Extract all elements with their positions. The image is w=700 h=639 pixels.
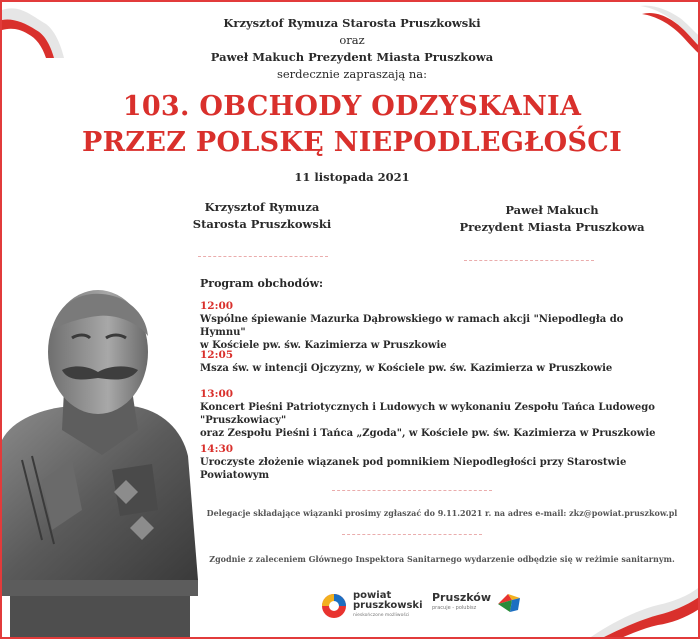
signatory-1-role: Starosta Pruszkowski — [192, 217, 332, 231]
divider-1 — [332, 490, 492, 491]
signature-line-2 — [464, 260, 594, 261]
powiat-logo-line1: powiat — [353, 590, 392, 601]
header-line-3: Paweł Makuch Prezydent Miasta Pruszkowa — [210, 50, 494, 64]
city-logo-text — [432, 592, 491, 614]
signatory-2 — [442, 202, 662, 236]
program-heading: Program obchodów: — [200, 277, 324, 290]
powiat-logo-icon — [320, 592, 348, 620]
sanitary-note: Zgodnie z zaleceniem Głównego Inspektora Sanitarnego wydarzenie odbędzie się w reżimie sanitarnym. — [209, 554, 675, 564]
program-text-line: Msza św. w intencji Ojczyzny, w Kościele pw. św. Kazimierza w Pruszkowie — [200, 363, 613, 374]
program-item — [200, 300, 670, 352]
signatory-2-name: Paweł Makuch — [505, 203, 599, 217]
signature-line-1 — [198, 256, 328, 257]
pruszkow-city-logo — [432, 592, 522, 614]
program-item — [200, 349, 670, 375]
divider-2 — [342, 534, 482, 535]
header-line-1: Krzysztof Rymuza Starosta Pruszkowski — [223, 16, 481, 30]
program-text-line: w Kościele pw. św. Kazimierza w Pruszkowie — [200, 340, 447, 351]
program-text-line: Uroczyste złożenie wiązanek pod pomnikiem Niepodległości przy Starostwie Powiatowym — [200, 457, 627, 481]
signatory-2-role: Prezydent Miasta Pruszkowa — [459, 220, 645, 234]
event-date: 11 listopada 2021 — [294, 170, 410, 184]
flag-ribbon-bottom-right-icon — [588, 577, 700, 639]
title-line-2: PRZEZ POLSKĘ NIEPODLEGŁOŚCI — [81, 127, 623, 158]
program-text-line: Koncert Pieśni Patriotycznych i Ludowych w wykonaniu Zespołu Tańca Ludowego "Pruszkowiacy" — [200, 402, 655, 426]
bust-image-icon — [2, 280, 198, 639]
city-logo-icon — [496, 592, 522, 614]
program-time: 12:00 — [200, 300, 234, 312]
program-time: 12:05 — [200, 349, 234, 361]
program-time: 13:00 — [200, 388, 234, 400]
powiat-logo-text — [353, 591, 423, 621]
program-item — [200, 388, 670, 440]
city-logo-name: Pruszków — [432, 591, 492, 604]
signatory-1 — [172, 199, 352, 233]
powiat-pruszkowski-logo — [320, 591, 423, 621]
program-time: 14:30 — [200, 443, 234, 455]
header-line-4: serdecznie zapraszają na: — [276, 67, 428, 81]
city-logo-tagline: pracuje - polubisz — [432, 605, 477, 611]
program-text-line: Wspólne śpiewanie Mazurka Dąbrowskiego w ramach akcji "Niepodległa do Hymnu" — [200, 314, 624, 338]
title-line-1: 103. OBCHODY ODZYSKANIA — [122, 91, 582, 122]
header-line-2: oraz — [339, 33, 365, 47]
delegations-note: Delegacje składające wiązanki prosimy zgłaszać do 9.11.2021 r. na adres e-mail: zkz@powiat.pruszkow.pl — [206, 508, 678, 518]
program-item — [200, 443, 670, 482]
signatory-1-name: Krzysztof Rymuza — [204, 200, 320, 214]
powiat-logo-line2: pruszkowski — [353, 600, 423, 611]
powiat-logo-tagline: nieskończone możliwości — [353, 613, 410, 618]
program-text-line: oraz Zespołu Pieśni i Tańca „Zgoda", w Kościele pw. św. Kazimierza w Pruszkowie — [200, 428, 656, 439]
